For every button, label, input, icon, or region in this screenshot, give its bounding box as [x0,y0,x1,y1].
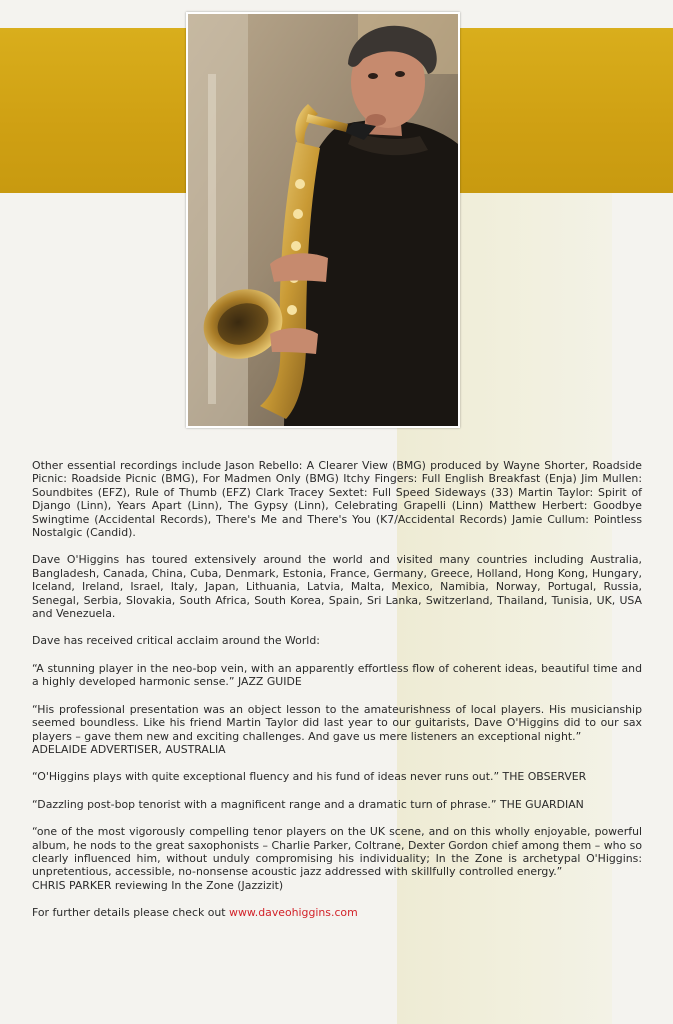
quote-jazz-guide: “A stunning player in the neo-bop vein, with an apparently effortless flow of coherent ideas, beautiful time and a highly developed harmonic sense.” JAZZ GUIDE [32,661,642,689]
acclaim-intro: Dave has received critical acclaim around the World: [32,634,320,648]
quote-adelaide-source: ADELAIDE ADVERTISER, AUSTRALIA [32,742,226,756]
quote-guardian: “Dazzling post-bop tenorist with a magnificent range and a dramatic turn of phrase.” THE GUARDIAN [32,797,584,811]
quote-adelaide-text: “His professional presentation was an object lesson to the amateurishness of local players. His musicianship seemed boundless. Like his friend Martin Taylor did last year to our guitarists, Dave O'Higgins did to our sax players – gave them new and exciting challenges. And gave us mere listeners an exceptional night.” [32,702,642,743]
quote-observer: “O'Higgins plays with quite exceptional fluency and his fund of ideas never runs out.” THE OBSERVER [32,770,587,784]
footer-line [32,906,642,919]
quote-chris-parker [32,825,642,892]
footer-prefix: For further details please check out [32,906,230,920]
quote-chris-parker-text: “one of the most vigorously compelling tenor players on the UK scene, and on this wholly enjoyable, powerful album, he nods to the great saxophonists – Charlie Parker, Coltrane, Dexter Gordon chief among them – who so clearly influenced him, without unduly compromising his individuality; In the Zone is archetypal O'Higgins: unpretentious, accessible, no-nonsense acoustic jazz addressed with skillfully controlled energy.” [32,825,642,879]
quote-chris-parker-source: CHRIS PARKER reviewing In the Zone (Jazzizit) [32,878,284,892]
quote-adelaide [32,703,642,757]
recordings-paragraph: Other essential recordings include Jason Rebello: A Clearer View (BMG) produced by Wayne Shorter, Roadside Picnic: Roadside Picnic (BMG), For Madmen Only (BMG) Itchy Fingers: Full English Breakfast (Enja) Jim Mullen: Soundbites (EFZ), Rule of Thumb (EFZ) Clark Tracey Sextet: Full Speed Sideways (33) Martin Taylor: Spirit of Django (Linn), Years Apart (Linn), The Gypsy (Linn), Celebrating Grapelli (Linn) Matthew Herbert: Goodbye Swingtime (Accidental Records), There's Me and There's You (K7/Accidental Records) Jamie Cullum: Pointless Nostalgic (Candid). [32,459,642,540]
website-link[interactable]: www.daveohiggins.com [229,906,358,920]
saxophonist-photo [186,12,460,428]
body-text [32,459,642,934]
tours-paragraph: Dave O'Higgins has toured extensively around the world and visited many countries including Australia, Bangladesh, Canada, China, Cuba, Denmark, Estonia, France, Germany, Greece, Holland, Hong Kong, Hungary, Iceland, Ireland, Israel, Italy, Japan, Lithuania, Latvia, Malta, Mexico, Namibia, Norway, Portugal, Russia, Senegal, Serbia, Slovakia, South Africa, South Korea, Spain, Sri Lanka, Switzerland, Thailand, Tunisia, UK, USA and Venezuela. [32,553,642,621]
